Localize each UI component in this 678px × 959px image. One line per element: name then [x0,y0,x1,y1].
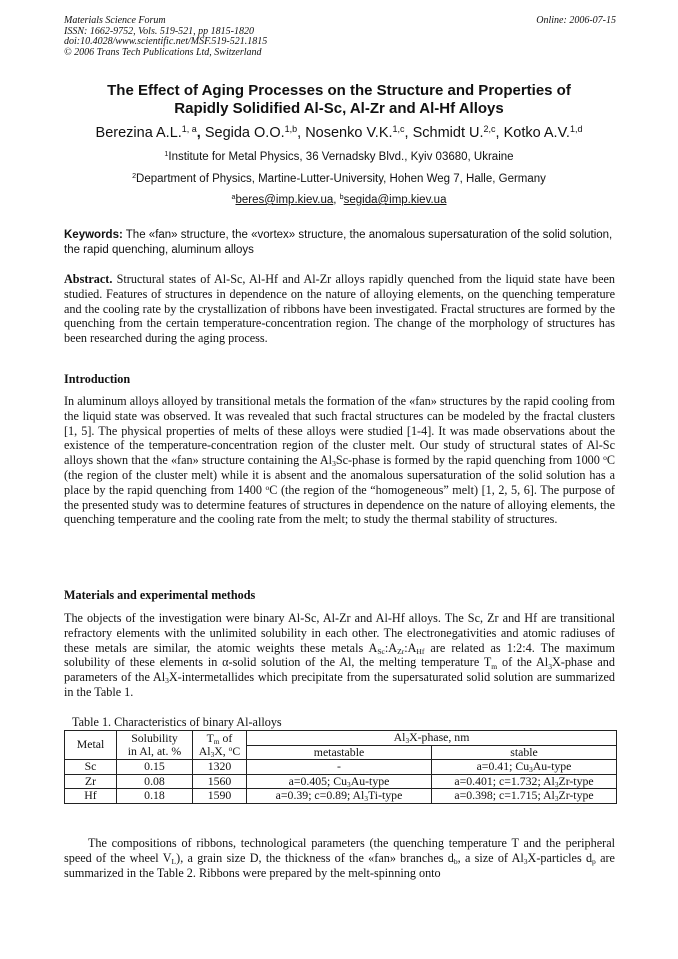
issn: ISSN: 1662-9752, Vols. 519-521, pp 1815-1820 [64,25,254,37]
introduction-paragraph: In aluminum alloys alloyed by transitional metals the formation of the «fan» structures by the rapid cooling from the liquid state was observed. It was revealed that such fractal structures can be modeled by the fractal clusters [1, 5]. The physical properties of melts of these alloys were studied [1-4]. It was made observations about the existence of the temperature-concentration region of the cluster melt. Our study of structural states of Al-Sc alloys shown that the «fan» structure containing the $Al_3Sc$-phase is formed by the rapid quenching from 1000 $^o$C (the region of the cluster melt) while it is absent and the anomalous supersaturation of the solid solution has a place by the rapid quenching from 1400 $^o$C (the region of the “homogeneous” melt) [1, 2, 5, 6]. The purpose of the presented study was to determine features of structures in dependence on the nature of alloying elements, the quenching temperature and the cooling rate from the melt; to study the thermal stability of structures. [64,394,615,527]
paper-title: The Effect of Aging Processes on the Structure and Properties of Rapidly Solidified Al-Sc, Al-Zr and Al-Hf Alloys [107,82,571,117]
author: Berezina A.L. [95,125,182,141]
table2-intro-paragraph: The compositions of ribbons, technological parameters (the quenching temperature T and the peripheral speed of the wheel $V_L$), a grain size D, the thickness of the «fan» branches $d_b$, a size of $Al_3X$-particles $d_p$ are summarized in the Table 2. Ribbons were prepared by the melt-spinning onto [64,836,615,880]
section-heading-materials: Materials and experimental methods [64,588,256,602]
table-header-stable: stable [432,745,617,760]
emails: $^a$beres@imp.kiev.ua, $^b$segida@imp.kiev.ua [231,193,447,206]
copyright: © 2006 Trans Tech Publications Ltd, Switzerland [64,46,262,58]
keywords: Keywords: The «fan» structure, the «vortex» structure, the anomalous supersaturation of the solid solution, the rapid quenching, aluminum alloys [64,229,613,256]
journal-name: Materials Science Forum [64,15,166,26]
author: Segida O.O. [204,125,285,141]
author: Nosenko V.K. [305,125,393,141]
author-list: Berezina A.L.$^{1, a}$, Segida O.O.$^{1,b}$, Nosenko V.K.$^{1,c}$, Schmidt U.$^{2,c}$, Kotko A.V.$^{1,d}$ [95,124,583,141]
doi: doi:10.4028/www.scientific.net/MSF.519-521.1815 [64,36,268,47]
affiliation-1: $^1$Institute for Metal Physics, 36 Vernadsky Blvd., Kyiv 03680, Ukraine [164,150,514,163]
author: Kotko A.V. [503,125,570,141]
table-caption: Table 1. Characteristics of binary Al-alloys [72,715,282,729]
page-header [64,16,616,58]
online-date: Online: 2006-07-15 [536,15,616,26]
table-header-metastable: metastable [247,745,432,760]
email-link-b[interactable]: segida@imp.kiev.ua [343,194,447,206]
abstract: Abstract. Structural states of Al-Sc, Al-Hf and Al-Zr alloys rapidly quenched from the liquid state have been studied. Features of structures in dependence on the nature of alloying elements, on the quenching temperature and the cooling rate by the crystallization of ribbons have been investigated. Fractal structures are formed by the quenching from the certain temperature-concentration region. The change of the morphology of structures has been researched during the aging process. [64,272,615,346]
section-heading-introduction: Introduction [64,372,131,386]
table-row: Hf 0.18 1590 a=0.39; c=0.89; $Al_3Ti$-type a=0.398; c=1.715; $Al_3Zr$-type [65,789,617,804]
table-header-tm: $T_m$ of $Al_3X$, $^o$C [193,731,247,760]
table-row: Zr 0.08 1560 a=0.405; $Cu_3Au$-type a=0.401; c=1.732; $Al_3Zr$-type [65,774,617,789]
table-row: Sc 0.15 1320 - a=0.41; $Cu_3Au$-type [65,760,617,775]
affiliation-2: $^2$Department of Physics, Martine-Lutter-University, Hohen Weg 7, Halle, Germany [132,172,546,185]
characteristics-table [64,730,617,804]
author: Schmidt U. [412,125,484,141]
materials-paragraph: The objects of the investigation were binary Al-Sc, Al-Zr and Al-Hf alloys. The Sc, Zr and Hf are transitional refractory elements with the unlimited solubility in each other. The electronegativities and atomic radiuses of these metals are similar, the atomic weights these metals $A_{Sc}:A_{Zr}:A_{Hf}$ are related as 1:2:4. The maximum solubility of these elements in α-solid solution of the Al, the melting temperature $T_m$ of the $Al_3X$-phase and parameters of the $Al_3X$-intermetallides which precipitate from the supersaturated solid solution are summarized in the Table 1. [64,611,615,699]
email-link-a[interactable]: beres@imp.kiev.ua [235,194,334,206]
table-header-metal: Metal [65,731,117,760]
table-header-solubility: Solubility in Al, at. % [117,731,193,760]
table-header-phase: $Al_3X$-phase, nm [247,731,617,746]
